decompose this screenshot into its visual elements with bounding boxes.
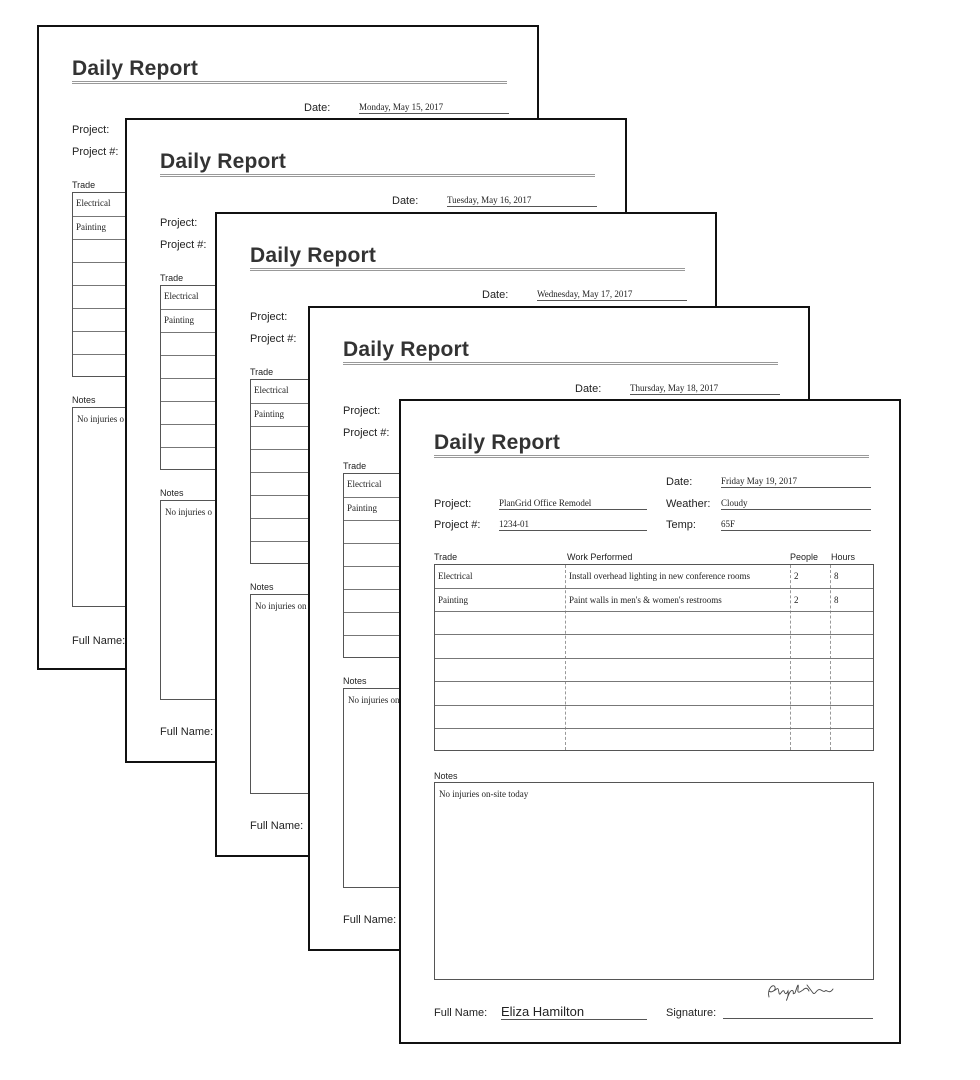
- project-value: PlanGrid Office Remodel: [499, 497, 647, 510]
- trade-cell: Electrical: [254, 385, 289, 395]
- trade-cell: Painting: [438, 595, 469, 605]
- title-rule: [434, 455, 869, 458]
- table-row-divider: [435, 588, 873, 589]
- notes-text: No injuries on: [348, 695, 400, 705]
- notes-text: No injuries o: [165, 507, 212, 517]
- notes-text: No injuries on-site today: [439, 789, 529, 799]
- trade-cell: Electrical: [76, 198, 111, 208]
- people-cell: 2: [794, 571, 799, 581]
- temp-label: Temp:: [666, 519, 696, 531]
- hours-header: Hours: [831, 552, 856, 562]
- work-cell: Install overhead lighting in new conference rooms: [569, 571, 750, 581]
- trade-header: Trade: [72, 180, 96, 190]
- project-number-value: 1234-01: [499, 518, 647, 531]
- trade-cell: Painting: [76, 222, 107, 232]
- full-name-label: Full Name:: [160, 726, 214, 738]
- date-value: Thursday, May 18, 2017: [630, 382, 780, 395]
- project-number-label: Project #:: [250, 333, 297, 345]
- full-name-label: Full Name:: [343, 914, 397, 926]
- trade-cell: Electrical: [347, 479, 382, 489]
- project-label: Project:: [72, 124, 110, 136]
- title-rule: [72, 81, 507, 84]
- report-title: Daily Report: [72, 57, 199, 80]
- hours-cell: 8: [834, 595, 839, 605]
- table-row-divider: [435, 705, 873, 706]
- notes-box: [434, 782, 874, 980]
- project-label: Project:: [250, 311, 288, 323]
- report-title: Daily Report: [343, 338, 470, 361]
- project-label: Project:: [434, 498, 472, 510]
- temp-value: 65F: [721, 518, 871, 531]
- table-row-divider: [435, 611, 873, 612]
- notes-label: Notes: [434, 771, 458, 781]
- date-label: Date:: [304, 102, 331, 114]
- people-header: People: [790, 552, 819, 562]
- hours-cell: 8: [834, 571, 839, 581]
- full-name-label: Full Name:: [250, 820, 304, 832]
- project-number-label: Project #:: [434, 519, 481, 531]
- trade-header: Trade: [343, 461, 367, 471]
- date-value: Tuesday, May 16, 2017: [447, 194, 597, 207]
- trade-header: Trade: [250, 367, 274, 377]
- report-page-friday: [399, 399, 901, 1044]
- trade-cell: Painting: [347, 503, 378, 513]
- signature-label: Signature:: [666, 1007, 717, 1019]
- trade-header: Trade: [160, 273, 184, 283]
- notes-label: Notes: [343, 676, 367, 686]
- table-row-divider: [435, 728, 873, 729]
- project-number-label: Project #:: [160, 239, 207, 251]
- notes-text: No injuries o: [77, 414, 124, 424]
- project-label: Project:: [343, 405, 381, 417]
- full-name-label: Full Name:: [434, 1007, 488, 1019]
- work-cell: Paint walls in men's & women's restrooms: [569, 595, 722, 605]
- title-rule: [160, 174, 595, 177]
- trade-cell: Painting: [164, 315, 195, 325]
- date-label: Date:: [392, 195, 419, 207]
- trade-cell: Electrical: [164, 291, 199, 301]
- date-label: Date:: [575, 383, 602, 395]
- project-number-label: Project #:: [72, 146, 119, 158]
- full-name-value: Eliza Hamilton: [501, 1004, 647, 1020]
- table-row-divider: [435, 634, 873, 635]
- notes-label: Notes: [160, 488, 184, 498]
- trade-cell: Painting: [254, 409, 285, 419]
- full-name-label: Full Name:: [72, 635, 126, 647]
- weather-label: Weather:: [666, 498, 711, 510]
- notes-label: Notes: [250, 582, 274, 592]
- date-label: Date:: [482, 289, 509, 301]
- report-title: Daily Report: [160, 150, 287, 173]
- trade-header: Trade: [434, 552, 458, 562]
- work-table: [434, 564, 874, 751]
- weather-value: Cloudy: [721, 497, 871, 510]
- report-title: Daily Report: [434, 431, 561, 454]
- report-title: Daily Report: [250, 244, 377, 267]
- people-cell: 2: [794, 595, 799, 605]
- trade-cell: Electrical: [438, 571, 473, 581]
- work-performed-header: Work Performed: [567, 552, 633, 562]
- project-number-label: Project #:: [343, 427, 390, 439]
- signature-image: [763, 979, 843, 1005]
- table-row-divider: [435, 681, 873, 682]
- table-row-divider: [435, 658, 873, 659]
- date-value: Friday May 19, 2017: [721, 475, 871, 488]
- date-value: Monday, May 15, 2017: [359, 101, 509, 114]
- date-value: Wednesday, May 17, 2017: [537, 288, 687, 301]
- date-label: Date:: [666, 476, 693, 488]
- title-rule: [250, 268, 685, 271]
- notes-text: No injuries on: [255, 601, 307, 611]
- project-label: Project:: [160, 217, 198, 229]
- notes-label: Notes: [72, 395, 96, 405]
- title-rule: [343, 362, 778, 365]
